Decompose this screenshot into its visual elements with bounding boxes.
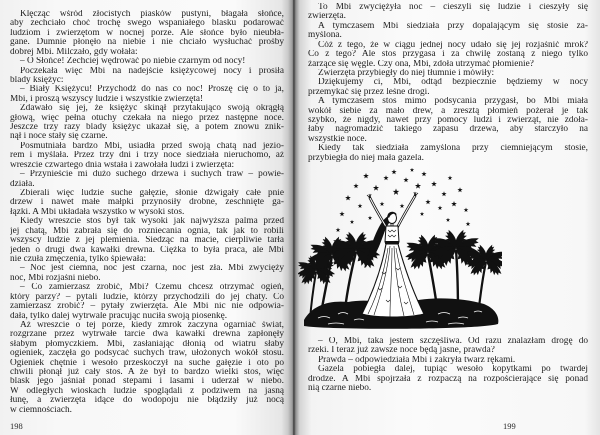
star-icon xyxy=(441,191,446,196)
star-icon xyxy=(464,208,469,213)
text-line: Posmutniała bardzo Mbi, usiadła przed swoją chatą nad jezio- xyxy=(20,141,284,151)
paragraph xyxy=(308,78,588,97)
text-line: łaby nagromadzić takiego zapasu drzewa, aby starczyło na xyxy=(308,125,588,135)
right-page-text-bottom xyxy=(308,337,588,394)
text-line: Zwierzęta przybiegły do niej tłumnie i mówiły: xyxy=(318,68,495,78)
star-icon xyxy=(383,175,388,180)
star-icon xyxy=(353,183,358,188)
star-icon xyxy=(451,201,457,206)
text-line: zamierzasz zrobić? – pytały zwierzęta. Ale Mbi nic nie odpowia- xyxy=(10,302,284,312)
text-line: drodze. A Mbi spojrzała z rozpaczą na rozpościerające się ponad xyxy=(308,374,588,384)
text-line: dała, tylko dalej wytrwale pracując nuciła swoją piosenkę. xyxy=(10,311,228,321)
text-line: wokół siebie za mało drew, a zresztą płomień pożerał je tak xyxy=(308,106,588,116)
text-line: Dziękujemy ci, Mbi, odtąd bezpiecznie będziemy w nocy xyxy=(318,78,588,88)
text-line: zwierzęta. xyxy=(308,12,346,22)
star-icon xyxy=(391,169,396,174)
text-line: – Biały Księżycu! Przychodź do nas co noc! Proszę cię o to ja, xyxy=(20,85,284,95)
star-icon xyxy=(393,189,400,195)
text-line: rem i myślała. Przez trzy dni i trzy noce siedziała nieruchomo, aż xyxy=(10,151,284,161)
star-icon xyxy=(420,212,424,216)
text-line: – Co zamierzasz zrobić, Mbi? Czemu chcesz otrzymać ogień, xyxy=(20,283,284,293)
text-line: dobrej Mbi. Milczało, gdy wołała: xyxy=(10,47,138,57)
text-line: Co z tego? Ale stos przygasa i za chwilę zostaną z niego tylko xyxy=(308,50,588,60)
star-icon xyxy=(466,222,471,227)
text-line: który parzy? – pytali ludzie, którzy przychodzili do jej chaty. Co xyxy=(10,292,284,302)
text-line: Jeszcze trzy razy blady księżyc ukazał się, a potem znowu znik- xyxy=(10,123,284,133)
star-icon xyxy=(339,211,344,216)
text-line: Cóż z tego, że w ciągu jednej nocy udało się jej rozjaśnić mrok? xyxy=(318,40,588,50)
text-line: Kiedy tak siedziała zamyślona przy ciemniejącym stosie, xyxy=(318,144,588,154)
star-icon xyxy=(345,195,351,200)
paragraph xyxy=(308,365,588,393)
paragraph xyxy=(10,170,284,189)
paragraph xyxy=(308,3,588,22)
star-icon xyxy=(431,181,437,186)
paragraph xyxy=(308,41,588,69)
text-line: wreszcie czwartego dnia wstała i zawołała ludzi i zwierzęta: xyxy=(10,160,235,170)
text-line: jeden o drugi dwa kawałki drewna. Ciężka to była praca, ale Mbi xyxy=(10,245,284,255)
text-line: przybiegła do niej mała gazela. xyxy=(308,153,424,163)
text-line: słabym płomyczkiem. Mbi, zasłaniając dłonią od wiatru słaby xyxy=(10,339,284,349)
text-line: Poczekała więc Mbi na nadejście księżycowej nocy i prosiła xyxy=(20,66,284,76)
text-line: w ciemnościach. xyxy=(10,405,72,415)
text-line: Zbierali więc ludzie suche gałęzie, słonie dźwigały całe pnie xyxy=(20,189,284,199)
paragraph xyxy=(10,217,284,264)
text-line: blask jego jaśniał ponad stepami i lasami i uderzał w niebo. xyxy=(10,377,284,387)
text-line: ogieniek, zaczęła go podsycać suchych traw, ułożonych wokół stosu. xyxy=(10,349,284,359)
text-line: wszyscy ludzie z jej plemienia. Siedząc na macie, cierpliwie tarła xyxy=(10,236,284,246)
text-line: działa. xyxy=(10,179,35,189)
text-line: Kiedy wreszcie stos był tak wysoki jak najwyższa palma przed xyxy=(20,217,284,227)
text-line: myślona. xyxy=(308,31,342,41)
text-line: aby zechciało choć trochę swego wspaniałego blasku podarować xyxy=(10,19,284,29)
star-icon xyxy=(363,173,369,178)
text-line: nie czuła zmęczenia, tylko śpiewała: xyxy=(10,254,147,264)
text-line: Mbi, i proszą wszyscy ludzie i wszystkie zwierzęta! xyxy=(10,94,204,104)
star-icon xyxy=(350,220,354,224)
text-line: Zdawało się jej, że księżyc skinął przytakująco swoją okrągłą xyxy=(20,104,284,114)
paragraph xyxy=(10,321,284,415)
paragraph xyxy=(308,337,588,356)
right-page xyxy=(293,0,600,435)
text-line: A tymczasem Mbi siedziała przy dopalającym się stosie za- xyxy=(318,21,588,31)
text-line: drzew i nawet małe małpki przynosiły drobne, zeschnięte ga- xyxy=(10,198,284,208)
paragraph xyxy=(10,283,284,321)
paragraph xyxy=(308,22,588,41)
star-icon xyxy=(425,199,430,204)
text-line: jej chatą, Mbi zabrała się do rozniecania ognia, tak jak to robili xyxy=(10,226,284,236)
text-line: noc, Mbi rozjaśni niebo. xyxy=(10,273,101,283)
left-page xyxy=(0,0,293,435)
text-line: Ogieniek chętnie i wesoło przeskoczył na suche gałęzie i oto po xyxy=(10,358,284,368)
paragraph xyxy=(10,189,284,217)
star-icon xyxy=(358,204,363,209)
paragraph xyxy=(10,85,284,104)
text-line: łązki. A Mbi układała wszystko w wysoki stos. xyxy=(10,207,185,217)
book-gutter xyxy=(288,0,300,435)
text-line: Gazela pobiegła dalej, tupiąc wesoło kopytkami po twardej xyxy=(318,365,588,375)
left-page-text xyxy=(10,10,284,415)
text-line: łunę, a zwierzęta idące do wodopoju nie błądziły już nocą xyxy=(10,396,284,406)
text-line: A tymczasem stos mimo podsycania przygasł, bo Mbi miała xyxy=(318,97,588,107)
text-line: blady księżyc: xyxy=(10,75,64,85)
text-line: gane. Dumnie płonęło na niebie i nie chciało wysłuchać prośby xyxy=(10,38,284,48)
text-line: – Przynieście mi dużo suchego drzewa i suchych traw – powie- xyxy=(20,170,284,180)
paragraph xyxy=(10,142,284,170)
star-icon xyxy=(415,183,421,189)
right-page-text-top xyxy=(308,3,588,163)
star-icon xyxy=(410,168,414,172)
text-line: chwili płonął już cały stos. A że był to bardzo wielki stos, więc xyxy=(10,368,284,378)
text-line: nią czarne niebo. xyxy=(308,384,372,394)
page-number-left: 198 xyxy=(10,421,23,431)
star-icon xyxy=(403,177,408,182)
star-icon xyxy=(368,216,372,220)
text-line: wszystkie noce. xyxy=(308,134,367,144)
stars xyxy=(336,168,471,232)
star-icon xyxy=(446,218,450,222)
paragraph xyxy=(10,10,284,57)
text-line: nął i noce stały się czarne. xyxy=(10,132,108,142)
text-line: W odległych wioskach ludzie spoglądali z podziwem na jasną xyxy=(10,386,284,396)
text-line: Klęcząc wśród złocistych piasków pustyni, błagała słońce, xyxy=(20,10,284,19)
paragraph xyxy=(308,356,588,365)
paragraph xyxy=(308,144,588,163)
text-line: – O Słońce! Zechciej wędrować po niebie czarnym od nocy! xyxy=(20,57,246,67)
paragraph xyxy=(308,69,588,78)
text-line: Aż wreszcie o tej porze, kiedy zmrok zaczyna ogarniać świat, xyxy=(20,320,284,330)
star-icon xyxy=(380,202,385,207)
star-icon xyxy=(421,171,426,176)
text-line: szybko, że nigdy, nawet przy pomocy ludzi i zwierząt, nie zdoła- xyxy=(308,116,588,126)
star-icon xyxy=(400,204,405,209)
text-line: rozgrzane przez wytrwałe tarcie dwa kawałki drewna zapłonęły xyxy=(10,330,284,340)
text-line: To Mbi zwyciężyła noc – cieszyli się ludzie i cieszyły się xyxy=(318,3,588,12)
paragraph xyxy=(10,67,284,86)
text-line: żarzące się węgle. Czy ona, Mbi, zdoła utrzymać płomienie? xyxy=(308,59,534,69)
star-icon xyxy=(373,185,379,191)
paragraph xyxy=(10,57,284,66)
star-icon xyxy=(438,206,443,211)
text-line: przemykać się przez leśne drogi. xyxy=(308,87,430,97)
illustration xyxy=(298,168,502,332)
text-line: ludziom i zwierzętom w nocnej porze. Ale słońce było nieubła- xyxy=(10,28,284,38)
paragraph xyxy=(10,104,284,142)
text-line: – O, Mbi, taka jestem szczęśliwa. Od razu znalazłam drogę do xyxy=(318,337,588,346)
star-icon xyxy=(457,187,462,192)
text-line: Prawda – odpowiedziała Mbi i zakryła twarz rękami. xyxy=(318,355,516,365)
paragraph xyxy=(10,264,284,283)
page-number-right: 199 xyxy=(503,421,516,431)
star-icon xyxy=(336,228,341,233)
paragraph xyxy=(308,97,588,144)
text-line: rzeki. I teraz już zawsze noce będą jasne, prawda? xyxy=(308,346,495,356)
star-icon xyxy=(448,176,453,181)
text-line: głową, więc pełna otuchy czekała na niego przez następne noce. xyxy=(10,113,284,123)
text-line: – Noc jest ciemna, noc jest czarna, noc jest zła. Mbi zwycięży xyxy=(20,264,284,274)
